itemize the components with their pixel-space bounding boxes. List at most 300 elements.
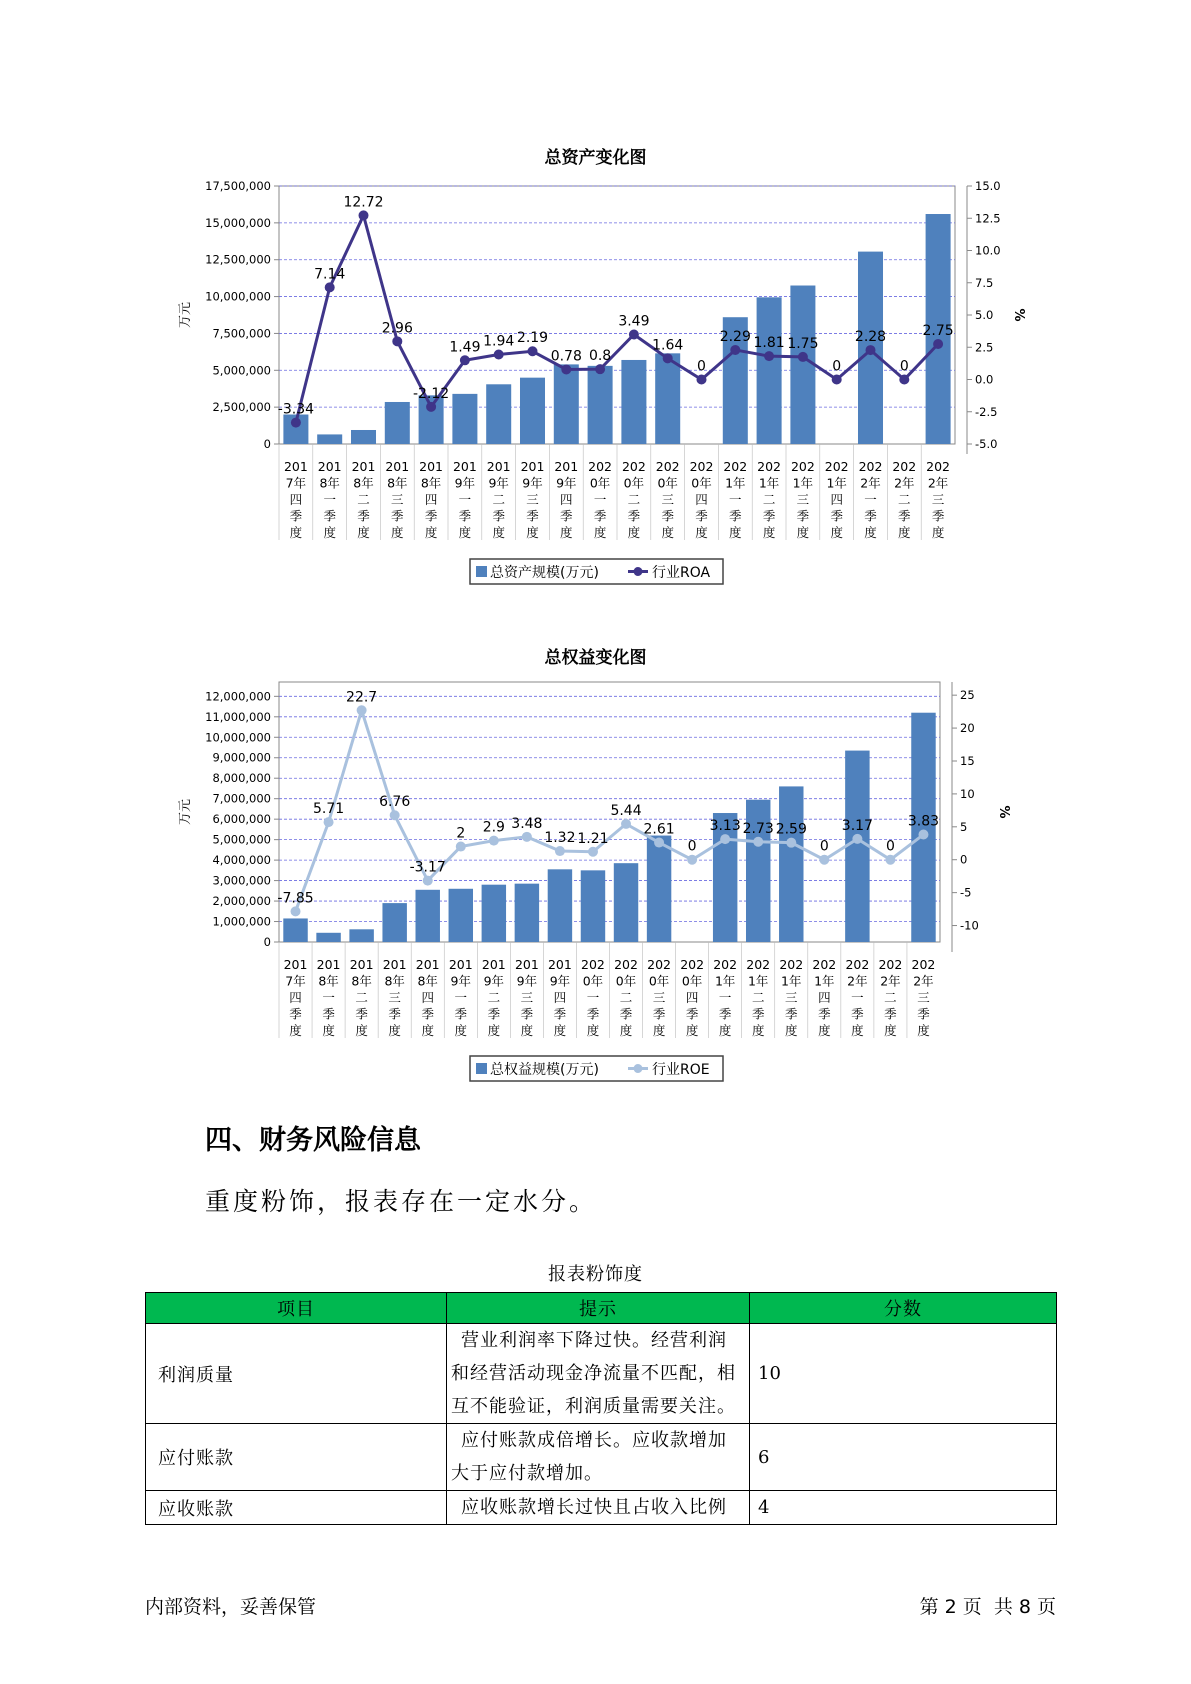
data-label: 2.28 [854, 329, 887, 346]
x-tick-label: 一 [851, 990, 864, 1005]
line-point [528, 346, 538, 356]
line-point [595, 364, 605, 374]
x-tick-label: 度 [627, 525, 641, 540]
bar [554, 364, 579, 444]
y-tick-label: 12,500,000 [205, 252, 271, 267]
x-tick-label: 度 [762, 525, 776, 540]
x-tick-label: 度 [898, 525, 911, 540]
x-tick-label: 201 [316, 957, 341, 972]
bar [621, 360, 646, 444]
line-point [426, 402, 436, 412]
x-tick-label: 度 [661, 525, 674, 540]
line-point [663, 353, 673, 363]
line-point [291, 906, 301, 916]
x-tick-label: 三 [652, 990, 666, 1005]
x-tick-label: 9年 [516, 973, 538, 989]
x-tick-label: 度 [931, 525, 945, 540]
x-tick-label: 度 [357, 525, 370, 540]
line-point [588, 847, 598, 857]
x-tick-label: 202 [892, 459, 917, 474]
row-hint [447, 1424, 750, 1491]
y2-tick-label: 15.0 [975, 179, 1001, 193]
line-point [764, 351, 774, 361]
y-axis-title: 万元 [178, 798, 193, 826]
bar [317, 434, 342, 444]
x-tick-label: 201 [448, 957, 473, 972]
data-label: 3.13 [709, 818, 741, 835]
x-tick-label: 度 [492, 525, 505, 540]
x-tick-label: 202 [926, 459, 951, 474]
x-tick-label: 0年 [691, 475, 712, 491]
x-tick-label: 三 [917, 990, 930, 1005]
x-tick-label: 季 [818, 1006, 831, 1022]
bar [382, 903, 406, 942]
y-tick-label: 0 [263, 935, 271, 949]
line-point [494, 349, 504, 359]
data-label: 1.75 [787, 335, 819, 352]
line-point [933, 339, 943, 349]
bar [548, 869, 572, 942]
x-tick-label: 8年 [387, 475, 408, 491]
line-point [885, 855, 895, 865]
data-label: 3.48 [511, 815, 543, 832]
x-tick-label: 202 [680, 957, 705, 972]
header-hint: 提示 [447, 1293, 750, 1324]
x-tick-label: 度 [830, 525, 843, 540]
bar [283, 918, 307, 942]
x-tick-label: 8年 [420, 475, 442, 491]
line-point [390, 810, 400, 820]
data-label: 0.8 [588, 348, 612, 365]
x-tick-label: 季 [520, 1006, 534, 1022]
data-label: 22.7 [346, 689, 378, 706]
y-tick-label: 6,000,000 [212, 812, 271, 827]
y-tick-label: 8,000,000 [212, 771, 271, 786]
y2-tick-label: 0 [960, 852, 968, 867]
bar [316, 933, 340, 942]
x-tick-label: 二 [492, 492, 505, 507]
legend-swatch-bar [476, 566, 487, 577]
x-tick-label: 度 [685, 1023, 699, 1038]
line-point [654, 838, 664, 848]
x-tick-label: 度 [729, 525, 742, 540]
x-tick-label: 四 [830, 492, 843, 507]
x-tick-label: 2年 [880, 973, 901, 989]
y2-tick-label: 0.0 [975, 372, 994, 387]
y-tick-label: 7,000,000 [212, 791, 271, 806]
x-tick-label: 季 [796, 508, 810, 524]
x-tick-label: 二 [355, 990, 368, 1005]
x-tick-label: 一 [593, 492, 607, 507]
data-label: 0.78 [550, 348, 582, 365]
bar [581, 870, 605, 942]
x-tick-label: 7年 [285, 973, 306, 989]
bar [647, 836, 671, 942]
x-tick-label: 季 [492, 508, 505, 524]
x-tick-label: 0年 [623, 475, 645, 491]
x-tick-label: 2年 [847, 973, 868, 989]
x-tick-label: 202 [746, 957, 771, 972]
x-tick-label: 度 [851, 1023, 864, 1038]
data-label: 0 [832, 358, 842, 375]
x-tick-label: 季 [560, 508, 573, 524]
x-tick-label: 一 [322, 990, 335, 1005]
x-tick-label: 二 [627, 492, 641, 507]
x-tick-label: 202 [911, 957, 936, 972]
data-label: 2.61 [643, 821, 675, 838]
x-tick-label: 季 [421, 1006, 434, 1022]
table-row [146, 1491, 1057, 1525]
y-tick-label: 9,000,000 [212, 750, 271, 765]
data-label: 6.76 [379, 794, 411, 811]
line-point [357, 705, 367, 715]
y2-axis-title: % [1011, 308, 1026, 322]
y-tick-label: 15,000,000 [205, 215, 271, 230]
x-tick-label: 三 [931, 492, 945, 507]
line-point [832, 375, 842, 385]
x-tick-label: 二 [762, 492, 776, 507]
x-tick-label: 季 [424, 508, 438, 524]
x-tick-label: 度 [586, 1023, 600, 1038]
table-header-row [146, 1293, 1057, 1324]
data-label: 2 [456, 825, 466, 842]
line-point [819, 855, 829, 865]
y2-tick-label: 10 [960, 786, 975, 801]
x-tick-label: 二 [898, 492, 911, 507]
y-tick-label: 4,000,000 [212, 853, 271, 868]
hint-line: 和经营活动现金净流量不匹配，相 [451, 1363, 736, 1384]
x-tick-label: 202 [588, 459, 613, 474]
x-tick-label: 0年 [582, 973, 604, 989]
x-tick-label: 1年 [826, 475, 847, 491]
line-point [489, 836, 499, 846]
data-label: -3.34 [277, 401, 315, 418]
data-label: 7.14 [314, 266, 346, 283]
x-tick-label: 一 [458, 492, 472, 507]
line-point [456, 842, 466, 852]
header-score: 分数 [750, 1293, 1057, 1324]
bar [482, 885, 506, 942]
x-tick-label: 0年 [681, 973, 703, 989]
x-tick-label: 季 [785, 1006, 798, 1022]
data-label: 0 [697, 358, 706, 375]
x-tick-label: 1年 [758, 475, 780, 491]
y2-tick-label: -2.5 [975, 404, 998, 419]
hint-line: 营业利润率下降过快。经营利润 [461, 1330, 727, 1351]
y2-tick-label: 15 [960, 753, 975, 768]
x-tick-label: 202 [581, 957, 605, 972]
x-tick-label: 四 [818, 990, 831, 1005]
x-tick-label: 四 [553, 990, 567, 1005]
x-tick-label: 季 [695, 508, 708, 524]
x-tick-label: 四 [560, 492, 573, 507]
x-tick-label: 202 [790, 459, 815, 474]
x-tick-label: 8年 [353, 475, 374, 491]
data-label: 0 [687, 838, 697, 855]
line-point [720, 834, 730, 844]
data-label: 0 [899, 358, 909, 375]
line-point [324, 817, 334, 827]
x-tick-label: 四 [424, 492, 438, 507]
x-tick-label: 9年 [450, 973, 472, 989]
bar [515, 884, 539, 942]
data-label: 12.72 [343, 194, 384, 211]
data-label: 1.21 [577, 830, 609, 847]
x-tick-label: 三 [796, 492, 810, 507]
x-tick-label: 8年 [319, 475, 340, 491]
legend-swatch-point [634, 1064, 643, 1073]
x-tick-label: 一 [323, 492, 336, 507]
x-tick-label: 201 [520, 459, 545, 474]
x-tick-label: 201 [554, 459, 579, 474]
total-assets-chart [0, 170, 1191, 610]
line-point [359, 210, 369, 220]
x-tick-label: 201 [452, 459, 477, 474]
x-tick-label: 202 [647, 957, 672, 972]
y2-tick-label: 25 [960, 688, 975, 703]
x-tick-label: 201 [283, 459, 308, 474]
x-tick-label: 201 [514, 957, 539, 972]
x-tick-label: 1年 [747, 973, 769, 989]
x-tick-label: 1年 [792, 475, 814, 491]
row-hint [447, 1491, 750, 1525]
data-label: 5.71 [312, 801, 345, 818]
row-item: 应付账款 [146, 1424, 447, 1491]
data-label: 2.59 [775, 821, 807, 838]
x-tick-label: 9年 [556, 475, 577, 491]
bar [452, 394, 477, 444]
line-point [899, 375, 909, 385]
legend-swatch-bar [476, 1063, 487, 1074]
x-tick-label: 8年 [351, 973, 372, 989]
y-tick-label: 0 [263, 437, 271, 451]
x-tick-label: 季 [487, 1006, 501, 1022]
line-point [291, 418, 301, 428]
x-tick-label: 度 [884, 1023, 897, 1038]
data-label: 5.44 [610, 802, 642, 819]
hint-line: 互不能验证，利润质量需要关注。 [451, 1396, 736, 1417]
y-tick-label: 3,000,000 [212, 873, 271, 888]
x-tick-label: 二 [619, 990, 633, 1005]
x-tick-label: 四 [289, 492, 303, 507]
x-tick-label: 三 [661, 492, 674, 507]
y2-tick-label: 20 [960, 721, 975, 736]
x-tick-label: 201 [481, 957, 506, 972]
line-point [325, 282, 335, 292]
x-tick-label: 二 [487, 990, 501, 1005]
bar [385, 402, 410, 444]
y2-tick-label: 12.5 [975, 211, 1001, 226]
data-label: 3.83 [907, 813, 940, 830]
y-tick-label: 11,000,000 [205, 709, 271, 724]
bar [757, 297, 782, 444]
x-tick-label: 9年 [549, 973, 571, 989]
x-tick-label: 0年 [648, 973, 670, 989]
data-label: 3.17 [841, 817, 873, 834]
x-tick-label: 季 [864, 508, 877, 524]
x-tick-label: 201 [349, 957, 374, 972]
x-tick-label: 201 [415, 957, 440, 972]
data-label: 3.49 [618, 313, 650, 330]
x-tick-label: 度 [322, 1023, 335, 1038]
x-tick-label: 季 [454, 1006, 468, 1022]
risk-table [145, 1292, 1057, 1525]
x-tick-label: 202 [824, 459, 849, 474]
line-point [852, 834, 862, 844]
x-tick-label: 季 [586, 1006, 600, 1022]
x-tick-label: 201 [382, 957, 407, 972]
line-point [753, 837, 763, 847]
y-tick-label: 17,500,000 [205, 179, 271, 193]
y2-tick-label: 5 [960, 819, 968, 834]
line-point [786, 838, 796, 848]
x-tick-label: 度 [695, 525, 708, 540]
x-tick-label: 201 [351, 459, 376, 474]
bar [415, 890, 439, 942]
x-tick-label: 季 [718, 1006, 732, 1022]
x-tick-label: 201 [283, 957, 308, 972]
y2-tick-label: -10 [960, 918, 979, 933]
row-hint [447, 1324, 750, 1424]
line-point [423, 876, 433, 886]
legend [470, 1056, 723, 1081]
hint-line: 应收账款增长过快且占收入比例 [461, 1497, 727, 1518]
legend-label: 行业ROA [652, 565, 711, 581]
y-tick-label: 12,000,000 [205, 689, 271, 704]
x-tick-label: 度 [526, 525, 539, 540]
data-label: -7.85 [277, 890, 314, 907]
x-tick-label: 季 [830, 508, 843, 524]
bar [588, 366, 613, 444]
x-tick-label: 度 [593, 525, 607, 540]
data-label: 1.94 [483, 333, 515, 350]
x-tick-label: 度 [785, 1023, 798, 1038]
x-tick-label: 度 [289, 525, 303, 540]
x-tick-label: 2年 [913, 973, 934, 989]
x-tick-label: 202 [689, 459, 714, 474]
legend-label: 总资产规模(万元) [490, 565, 599, 581]
x-tick-label: 季 [388, 1006, 401, 1022]
row-score: 4 [750, 1491, 1057, 1525]
legend [470, 559, 723, 584]
x-tick-label: 9年 [483, 973, 505, 989]
bar [486, 384, 511, 444]
x-tick-label: 2年 [860, 475, 881, 491]
bar [614, 863, 638, 942]
y-tick-label: 7,500,000 [212, 326, 271, 341]
x-tick-label: 度 [818, 1023, 831, 1038]
x-tick-label: 1年 [781, 973, 802, 989]
x-tick-label: 9年 [454, 475, 476, 491]
x-tick-label: 202 [878, 957, 903, 972]
x-tick-label: 一 [864, 492, 877, 507]
line-point [866, 345, 876, 355]
footer-page-number: 第 2 页 共 8 页 [919, 1596, 1056, 1618]
data-label: 1.81 [753, 335, 785, 352]
data-label: 0 [885, 838, 895, 855]
x-tick-label: 0年 [589, 475, 611, 491]
y-tick-label: 10,000,000 [205, 730, 271, 745]
x-tick-label: 度 [355, 1023, 368, 1038]
legend-label: 行业ROE [652, 1062, 710, 1078]
hint-line: 大于应付款增加。 [451, 1463, 603, 1484]
x-tick-label: 季 [851, 1006, 864, 1022]
x-tick-label: 季 [289, 1006, 302, 1022]
x-tick-label: 度 [917, 1023, 930, 1038]
y-tick-label: 5,000,000 [212, 363, 271, 378]
legend-label: 总权益规模(万元) [490, 1062, 599, 1078]
x-tick-label: 度 [560, 525, 573, 540]
y2-tick-label: -5 [960, 885, 972, 900]
x-tick-label: 2年 [894, 475, 915, 491]
x-tick-label: 季 [553, 1006, 567, 1022]
y-tick-label: 5,000,000 [212, 832, 271, 847]
x-tick-label: 202 [723, 459, 748, 474]
x-tick-label: 度 [751, 1023, 765, 1038]
x-tick-label: 季 [323, 508, 336, 524]
table-row [146, 1324, 1057, 1424]
x-tick-label: 8年 [318, 973, 339, 989]
x-tick-label: 度 [487, 1023, 501, 1038]
y2-tick-label: 10.0 [975, 243, 1001, 258]
row-score: 10 [750, 1324, 1057, 1424]
line-point [730, 345, 740, 355]
data-label: 2.19 [516, 330, 549, 347]
line-point [555, 846, 565, 856]
x-tick-label: 度 [458, 525, 472, 540]
x-tick-label: 一 [718, 990, 732, 1005]
y2-tick-label: 2.5 [975, 340, 994, 355]
x-tick-label: 201 [486, 459, 511, 474]
data-label: 2.29 [719, 328, 751, 345]
x-tick-label: 202 [614, 957, 638, 972]
row-item: 应收账款 [146, 1491, 447, 1525]
x-tick-label: 1年 [714, 973, 736, 989]
x-tick-label: 季 [357, 508, 370, 524]
x-tick-label: 季 [652, 1006, 666, 1022]
plot-area [279, 186, 955, 444]
y-tick-label: 10,000,000 [205, 289, 271, 304]
x-tick-label: 季 [884, 1006, 897, 1022]
data-label: 1.64 [652, 337, 684, 354]
x-tick-label: 季 [685, 1006, 699, 1022]
bar [520, 378, 545, 444]
bar [449, 889, 473, 942]
header-item: 项目 [146, 1293, 447, 1324]
data-label: 2.75 [922, 323, 954, 340]
data-label: -2.12 [412, 385, 450, 402]
x-tick-label: 度 [323, 525, 336, 540]
bar [351, 430, 376, 444]
x-tick-label: 8年 [384, 973, 405, 989]
table-caption: 报表粉饰度 [548, 1264, 643, 1285]
x-tick-label: 二 [884, 990, 897, 1005]
x-tick-label: 202 [779, 957, 804, 972]
x-tick-label: 季 [458, 508, 472, 524]
x-tick-label: 季 [391, 508, 404, 524]
section-summary: 重度粉饰，报表存在一定水分。 [205, 1187, 598, 1216]
x-tick-label: 季 [931, 508, 945, 524]
y-tick-label: 2,000,000 [212, 894, 271, 909]
x-tick-label: 201 [385, 459, 410, 474]
x-tick-label: 度 [553, 1023, 567, 1038]
x-tick-label: 201 [317, 459, 342, 474]
x-tick-label: 202 [757, 459, 782, 474]
x-tick-label: 季 [751, 1006, 765, 1022]
x-tick-label: 二 [357, 492, 370, 507]
x-tick-label: 季 [526, 508, 539, 524]
total-equity-chart [0, 670, 1191, 1090]
